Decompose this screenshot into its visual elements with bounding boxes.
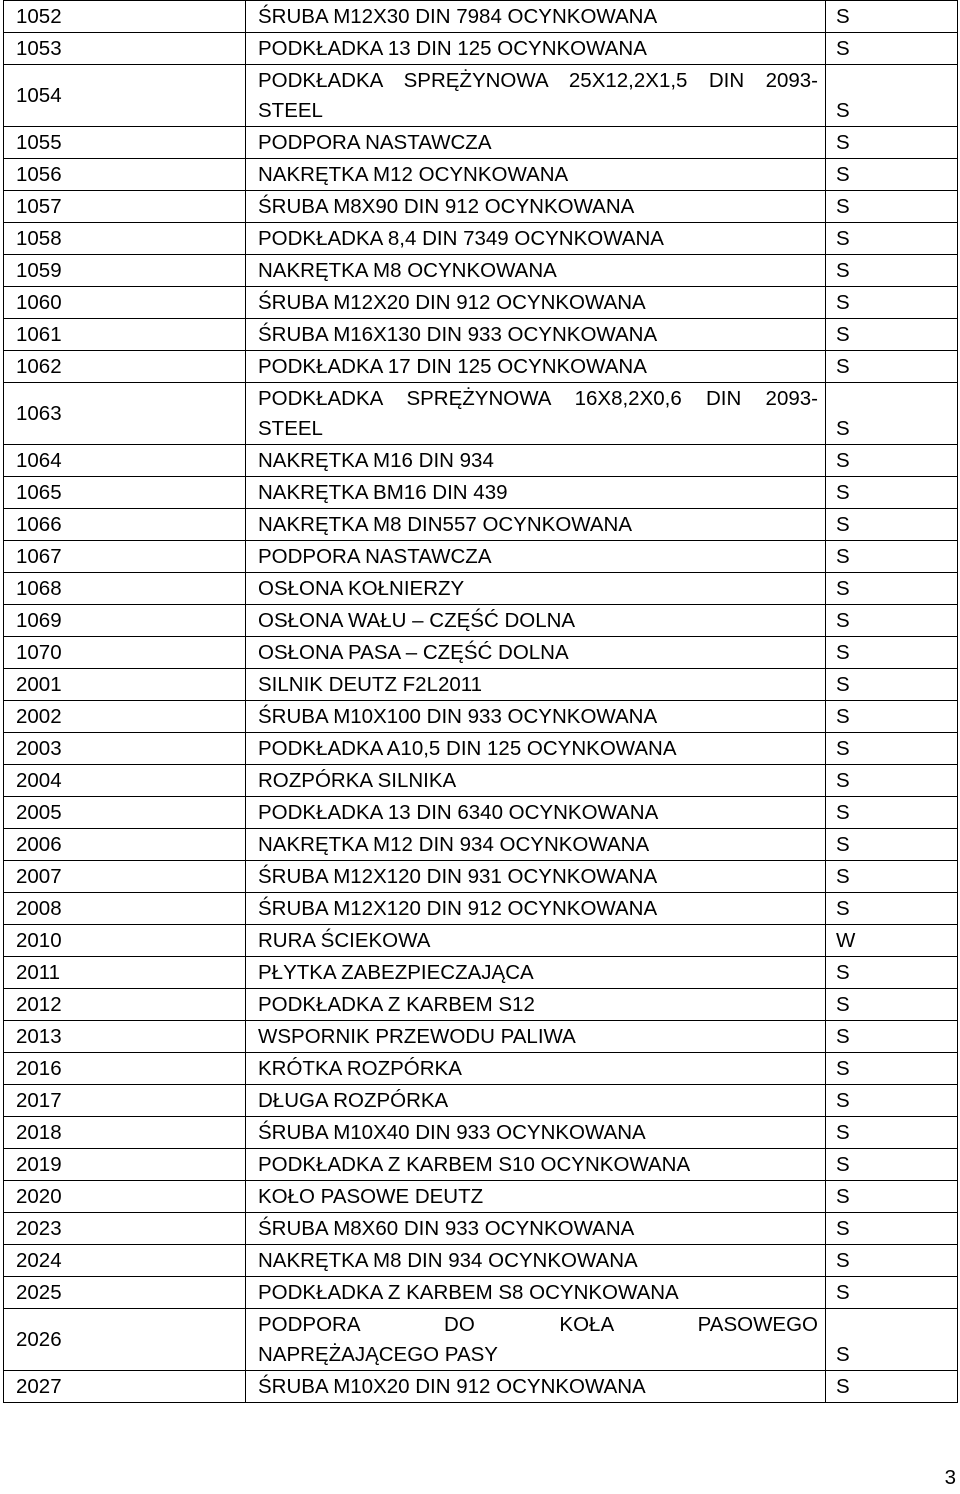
part-code-cell: S — [826, 701, 958, 733]
part-name-cell: ŚRUBA M10X100 DIN 933 OCYNKOWANA — [246, 701, 826, 733]
part-number-cell: 2011 — [4, 957, 246, 989]
part-number-cell: 2017 — [4, 1085, 246, 1117]
table-row — [4, 65, 958, 127]
part-code-cell: S — [826, 1085, 958, 1117]
table-row — [4, 669, 958, 701]
table-row — [4, 127, 958, 159]
part-code-cell: S — [826, 1213, 958, 1245]
table-row — [4, 605, 958, 637]
page-number: 3 — [944, 1466, 956, 1489]
part-code-cell: S — [826, 351, 958, 383]
table-row — [4, 733, 958, 765]
part-number-cell: 1064 — [4, 445, 246, 477]
table-row — [4, 1117, 958, 1149]
part-name-cell: PODPORA NASTAWCZA — [246, 127, 826, 159]
part-code-cell: S — [826, 223, 958, 255]
part-code-cell: S — [826, 797, 958, 829]
part-name-line: PODPORA DO KOŁA PASOWEGO — [258, 1312, 818, 1336]
part-number-cell: 2023 — [4, 1213, 246, 1245]
part-code-cell: S — [826, 573, 958, 605]
part-number-cell: 2013 — [4, 1021, 246, 1053]
table-row — [4, 1371, 958, 1403]
table-row — [4, 637, 958, 669]
part-name-cell: NAKRĘTKA M8 DIN 934 OCYNKOWANA — [246, 1245, 826, 1277]
part-number-cell: 2019 — [4, 1149, 246, 1181]
table-row — [4, 1277, 958, 1309]
part-name-cell — [246, 65, 826, 127]
table-row — [4, 383, 958, 445]
part-number-cell: 2018 — [4, 1117, 246, 1149]
part-name-cell: KOŁO PASOWE DEUTZ — [246, 1181, 826, 1213]
part-code-cell: S — [826, 255, 958, 287]
table-row — [4, 287, 958, 319]
part-code-cell: S — [826, 669, 958, 701]
part-code-cell: S — [826, 541, 958, 573]
part-code-cell: W — [826, 925, 958, 957]
part-code-cell: S — [826, 1371, 958, 1403]
table-row — [4, 957, 958, 989]
part-name-line: PODKŁADKA SPRĘŻYNOWA 16X8,2X0,6 DIN 2093- — [258, 386, 818, 410]
part-number-cell: 1069 — [4, 605, 246, 637]
part-name-line: STEEL — [258, 98, 323, 122]
part-name-line: STEEL — [258, 416, 323, 440]
part-name-cell: NAKRĘTKA M8 DIN557 OCYNKOWANA — [246, 509, 826, 541]
part-number-cell: 1068 — [4, 573, 246, 605]
part-name-cell: OSŁONA WAŁU – CZĘŚĆ DOLNA — [246, 605, 826, 637]
table-row — [4, 223, 958, 255]
part-code-cell: S — [826, 33, 958, 65]
part-name-cell: ROZPÓRKA SILNIKA — [246, 765, 826, 797]
table-row — [4, 191, 958, 223]
part-code-cell: S — [826, 1149, 958, 1181]
part-name-cell: ŚRUBA M16X130 DIN 933 OCYNKOWANA — [246, 319, 826, 351]
part-number-cell: 1053 — [4, 33, 246, 65]
part-number-cell: 1070 — [4, 637, 246, 669]
part-number-cell: 2027 — [4, 1371, 246, 1403]
part-number-cell: 1052 — [4, 1, 246, 33]
part-number-cell: 1060 — [4, 287, 246, 319]
table-row — [4, 989, 958, 1021]
part-number-cell: 1067 — [4, 541, 246, 573]
part-number-cell: 2012 — [4, 989, 246, 1021]
part-number-cell: 2026 — [4, 1309, 246, 1371]
part-code-cell: S — [826, 383, 958, 445]
table-row — [4, 925, 958, 957]
table-row — [4, 829, 958, 861]
part-code-cell: S — [826, 1309, 958, 1371]
part-name-cell: PŁYTKA ZABEZPIECZAJĄCA — [246, 957, 826, 989]
part-code-cell: S — [826, 733, 958, 765]
part-name-cell: DŁUGA ROZPÓRKA — [246, 1085, 826, 1117]
part-code-cell: S — [826, 477, 958, 509]
part-number-cell: 1066 — [4, 509, 246, 541]
part-number-cell: 2016 — [4, 1053, 246, 1085]
table-row — [4, 1245, 958, 1277]
part-number-cell: 1058 — [4, 223, 246, 255]
part-name-cell: ŚRUBA M10X40 DIN 933 OCYNKOWANA — [246, 1117, 826, 1149]
part-name-cell: NAKRĘTKA M12 DIN 934 OCYNKOWANA — [246, 829, 826, 861]
part-name-cell: PODKŁADKA A10,5 DIN 125 OCYNKOWANA — [246, 733, 826, 765]
table-row — [4, 1085, 958, 1117]
part-number-cell: 1059 — [4, 255, 246, 287]
part-code-cell: S — [826, 445, 958, 477]
table-row — [4, 1149, 958, 1181]
part-number-cell: 2001 — [4, 669, 246, 701]
part-name-cell: ŚRUBA M12X30 DIN 7984 OCYNKOWANA — [246, 1, 826, 33]
part-code-cell: S — [826, 127, 958, 159]
table-row — [4, 33, 958, 65]
part-number-cell: 2007 — [4, 861, 246, 893]
part-name-cell: ŚRUBA M10X20 DIN 912 OCYNKOWANA — [246, 1371, 826, 1403]
part-code-cell: S — [826, 1021, 958, 1053]
table-row — [4, 1053, 958, 1085]
part-number-cell: 1062 — [4, 351, 246, 383]
table-row — [4, 861, 958, 893]
table-row — [4, 1181, 958, 1213]
part-name-line: PODKŁADKA SPRĘŻYNOWA 25X12,2X1,5 DIN 2093- — [258, 68, 818, 92]
part-code-cell: S — [826, 1053, 958, 1085]
part-code-cell: S — [826, 1, 958, 33]
part-number-cell: 2008 — [4, 893, 246, 925]
part-name-cell — [246, 383, 826, 445]
part-name-cell: KRÓTKA ROZPÓRKA — [246, 1053, 826, 1085]
part-number-cell: 2004 — [4, 765, 246, 797]
part-number-cell: 2025 — [4, 1277, 246, 1309]
part-name-cell: PODKŁADKA 13 DIN 125 OCYNKOWANA — [246, 33, 826, 65]
part-code-cell: S — [826, 287, 958, 319]
part-code-cell: S — [826, 893, 958, 925]
part-name-cell: PODKŁADKA Z KARBEM S8 OCYNKOWANA — [246, 1277, 826, 1309]
part-number-cell: 1063 — [4, 383, 246, 445]
part-name-cell: ŚRUBA M12X20 DIN 912 OCYNKOWANA — [246, 287, 826, 319]
part-code-cell: S — [826, 605, 958, 637]
table-row — [4, 477, 958, 509]
parts-table-body — [4, 1, 958, 1403]
part-number-cell: 2006 — [4, 829, 246, 861]
part-number-cell: 2010 — [4, 925, 246, 957]
part-code-cell: S — [826, 637, 958, 669]
part-code-cell: S — [826, 319, 958, 351]
part-code-cell: S — [826, 957, 958, 989]
part-code-cell: S — [826, 1117, 958, 1149]
part-name-cell: NAKRĘTKA M16 DIN 934 — [246, 445, 826, 477]
part-code-cell: S — [826, 1245, 958, 1277]
part-code-cell: S — [826, 159, 958, 191]
part-name-cell: ŚRUBA M12X120 DIN 931 OCYNKOWANA — [246, 861, 826, 893]
part-code-cell: S — [826, 829, 958, 861]
part-name-cell: NAKRĘTKA BM16 DIN 439 — [246, 477, 826, 509]
part-number-cell: 1065 — [4, 477, 246, 509]
part-name-cell: PODKŁADKA 13 DIN 6340 OCYNKOWANA — [246, 797, 826, 829]
table-row — [4, 159, 958, 191]
part-number-cell: 1056 — [4, 159, 246, 191]
part-name-cell: NAKRĘTKA M12 OCYNKOWANA — [246, 159, 826, 191]
table-row — [4, 319, 958, 351]
part-name-cell: PODPORA NASTAWCZA — [246, 541, 826, 573]
part-code-cell: S — [826, 1277, 958, 1309]
part-name-line: NAPRĘŻAJĄCEGO PASY — [258, 1342, 498, 1366]
part-number-cell: 2003 — [4, 733, 246, 765]
table-row — [4, 1, 958, 33]
part-name-cell: OSŁONA PASA – CZĘŚĆ DOLNA — [246, 637, 826, 669]
part-name-cell: PODKŁADKA Z KARBEM S10 OCYNKOWANA — [246, 1149, 826, 1181]
table-row — [4, 701, 958, 733]
part-code-cell: S — [826, 765, 958, 797]
part-name-cell: PODKŁADKA 17 DIN 125 OCYNKOWANA — [246, 351, 826, 383]
part-number-cell: 1061 — [4, 319, 246, 351]
part-number-cell: 2005 — [4, 797, 246, 829]
part-number-cell: 1055 — [4, 127, 246, 159]
part-name-cell: ŚRUBA M8X90 DIN 912 OCYNKOWANA — [246, 191, 826, 223]
table-row — [4, 765, 958, 797]
part-number-cell: 2002 — [4, 701, 246, 733]
part-code-cell: S — [826, 191, 958, 223]
part-name-cell: NAKRĘTKA M8 OCYNKOWANA — [246, 255, 826, 287]
part-name-cell — [246, 1309, 826, 1371]
part-number-cell: 2024 — [4, 1245, 246, 1277]
part-number-cell: 2020 — [4, 1181, 246, 1213]
table-row — [4, 445, 958, 477]
parts-table — [3, 0, 958, 1403]
part-name-cell: RURA ŚCIEKOWA — [246, 925, 826, 957]
part-number-cell: 1057 — [4, 191, 246, 223]
part-code-cell: S — [826, 861, 958, 893]
part-name-cell: PODKŁADKA 8,4 DIN 7349 OCYNKOWANA — [246, 223, 826, 255]
part-name-cell: OSŁONA KOŁNIERZY — [246, 573, 826, 605]
table-row — [4, 509, 958, 541]
table-row — [4, 1309, 958, 1371]
part-name-cell: SILNIK DEUTZ F2L2011 — [246, 669, 826, 701]
part-code-cell: S — [826, 1181, 958, 1213]
part-name-cell: WSPORNIK PRZEWODU PALIWA — [246, 1021, 826, 1053]
part-number-cell: 1054 — [4, 65, 246, 127]
part-code-cell: S — [826, 65, 958, 127]
part-name-cell: ŚRUBA M8X60 DIN 933 OCYNKOWANA — [246, 1213, 826, 1245]
table-row — [4, 1021, 958, 1053]
part-code-cell: S — [826, 989, 958, 1021]
table-row — [4, 541, 958, 573]
table-row — [4, 797, 958, 829]
table-row — [4, 351, 958, 383]
part-name-cell: PODKŁADKA Z KARBEM S12 — [246, 989, 826, 1021]
table-row — [4, 255, 958, 287]
table-row — [4, 1213, 958, 1245]
table-row — [4, 893, 958, 925]
table-row — [4, 573, 958, 605]
part-code-cell: S — [826, 509, 958, 541]
part-name-cell: ŚRUBA M12X120 DIN 912 OCYNKOWANA — [246, 893, 826, 925]
